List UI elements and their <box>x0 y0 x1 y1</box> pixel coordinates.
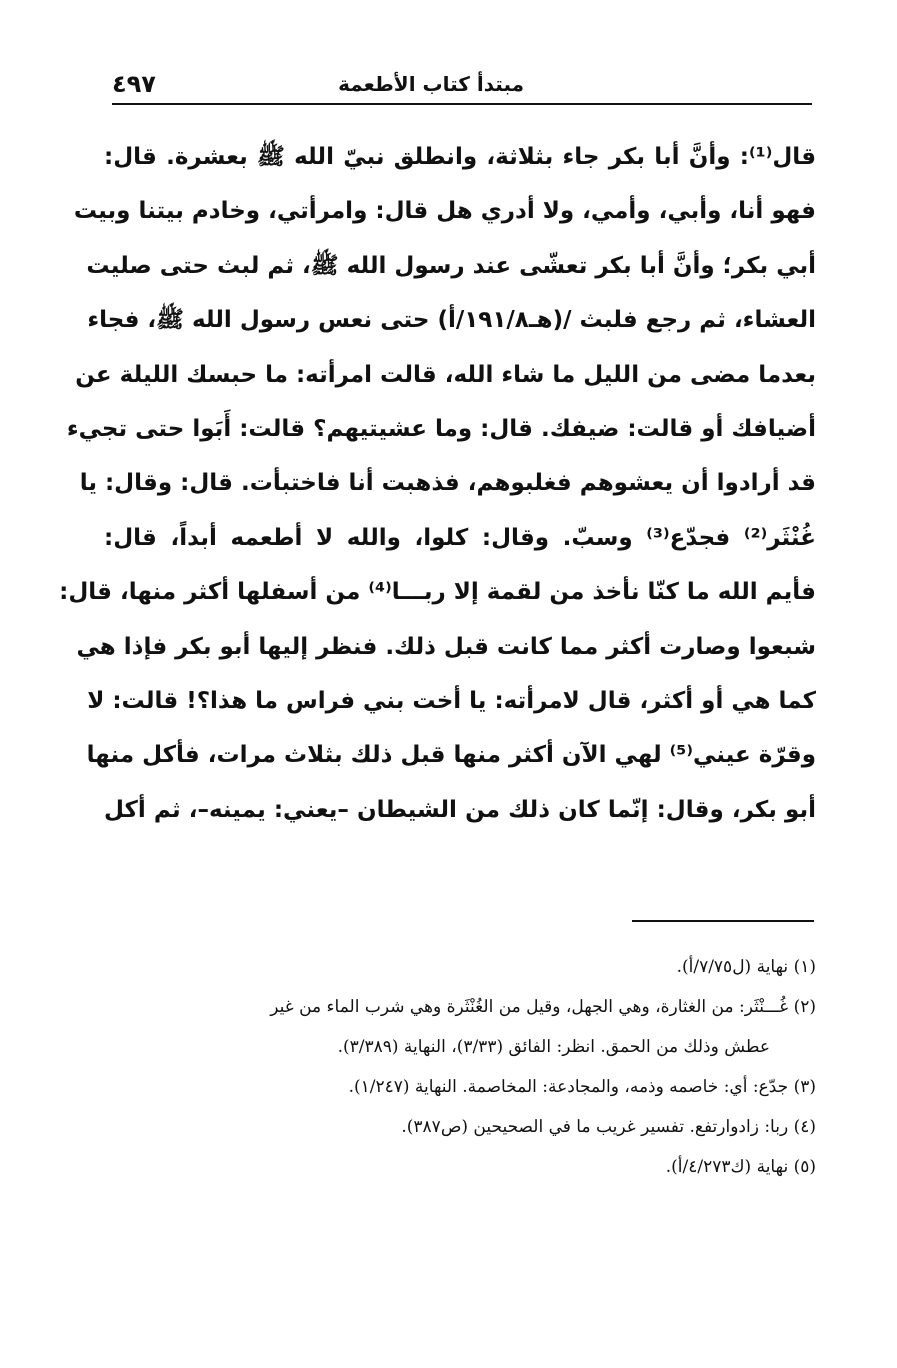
footnote-1: (١) نهاية (ل٧/٧٥/أ). <box>676 957 816 977</box>
text-line: غُنْثَر⁽²⁾ فجدّع⁽³⁾ وسبّ. وقال: كلوا، والله لا أطعمه أبداً، قال: <box>104 524 816 551</box>
footnote-separator <box>632 920 814 922</box>
text-line: أبي بكر؛ وأنَّ أبا بكر تعشّى عند رسول الله ﷺ، ثم لبث حتى صليت <box>86 252 816 279</box>
text-line: وقرّة عيني⁽⁵⁾ لهي الآن أكثر منها قبل ذلك بثلاث مرات، فأكل منها <box>86 742 816 769</box>
text-line: العشاء، ثم رجع فلبث /(هـ١٩١/٨/أ) حتى نعس رسول الله ﷺ، فجاء <box>87 307 816 334</box>
chapter-title: مبتدأ كتاب الأطعمة <box>338 72 524 96</box>
main-text <box>59 132 816 839</box>
footnote-4: (٤) ربا: زادوارتفع. تفسير غريب ما في الصحيحين (ص٣٨٧). <box>401 1117 816 1137</box>
page-number: ٤٩٧ <box>112 70 156 98</box>
header-rule <box>112 103 812 105</box>
text-line: شبعوا وصارت أكثر مما كانت قبل ذلك. فنظر إليها أبو بكر فإذا هي <box>76 633 816 660</box>
footnote-3: (٣) جدّع: أي: خاصمه وذمه، والمجادعة: المخاصمة. النهاية (١/٢٤٧). <box>348 1077 816 1097</box>
text-line: أبو بكر، وقال: إنّما كان ذلك من الشيطان –يعني: يمينه–، ثم أكل <box>104 796 816 823</box>
text-line: بعدما مضى من الليل ما شاء الله، قالت امرأته: ما حبسك الليلة عن <box>75 361 816 388</box>
page-header <box>112 70 812 106</box>
text-line: أضيافك أو قالت: ضيفك. قال: وما عشيتيهم؟ قالت: أَبَوا حتى تجيء <box>66 415 816 442</box>
footnote-2-continuation: عطش وذلك من الحمق. انظر: الفائق (٣/٣٣)، النهاية (٣/٣٨٩). <box>337 1037 770 1057</box>
text-line: كما هي أو أكثر، قال لامرأته: يا أخت بني فراس ما هذا؟! قالت: لا <box>87 687 816 714</box>
footnote-2: (٢) غُـــنْثَر: من الغثارة، وهي الجهل، وقيل من الغُنْثَرة وهي شرب الماء من غير <box>270 997 816 1017</box>
text-line: فهو أنا، وأبي، وأمي، ولا أدري هل قال: وامرأتي، وخادم بيتنا وبيت <box>73 198 816 225</box>
text-line: قد أرادوا أن يعشوهم فغلبوهم، فذهبت أنا فاختبأت. قال: وقال: يا <box>79 470 816 497</box>
footnotes <box>104 947 816 1187</box>
text-line: قال⁽¹⁾: وأنَّ أبا بكر جاء بثلاثة، وانطلق نبيّ الله ﷺ بعشرة. قال: <box>104 144 816 170</box>
footnote-5: (٥) نهاية (ك٤/٢٧٣/أ). <box>665 1157 816 1177</box>
text-line: فأيم الله ما كنّا نأخذ من لقمة إلا ربـــا⁽⁴⁾ من أسفلها أكثر منها، قال: <box>59 579 816 606</box>
